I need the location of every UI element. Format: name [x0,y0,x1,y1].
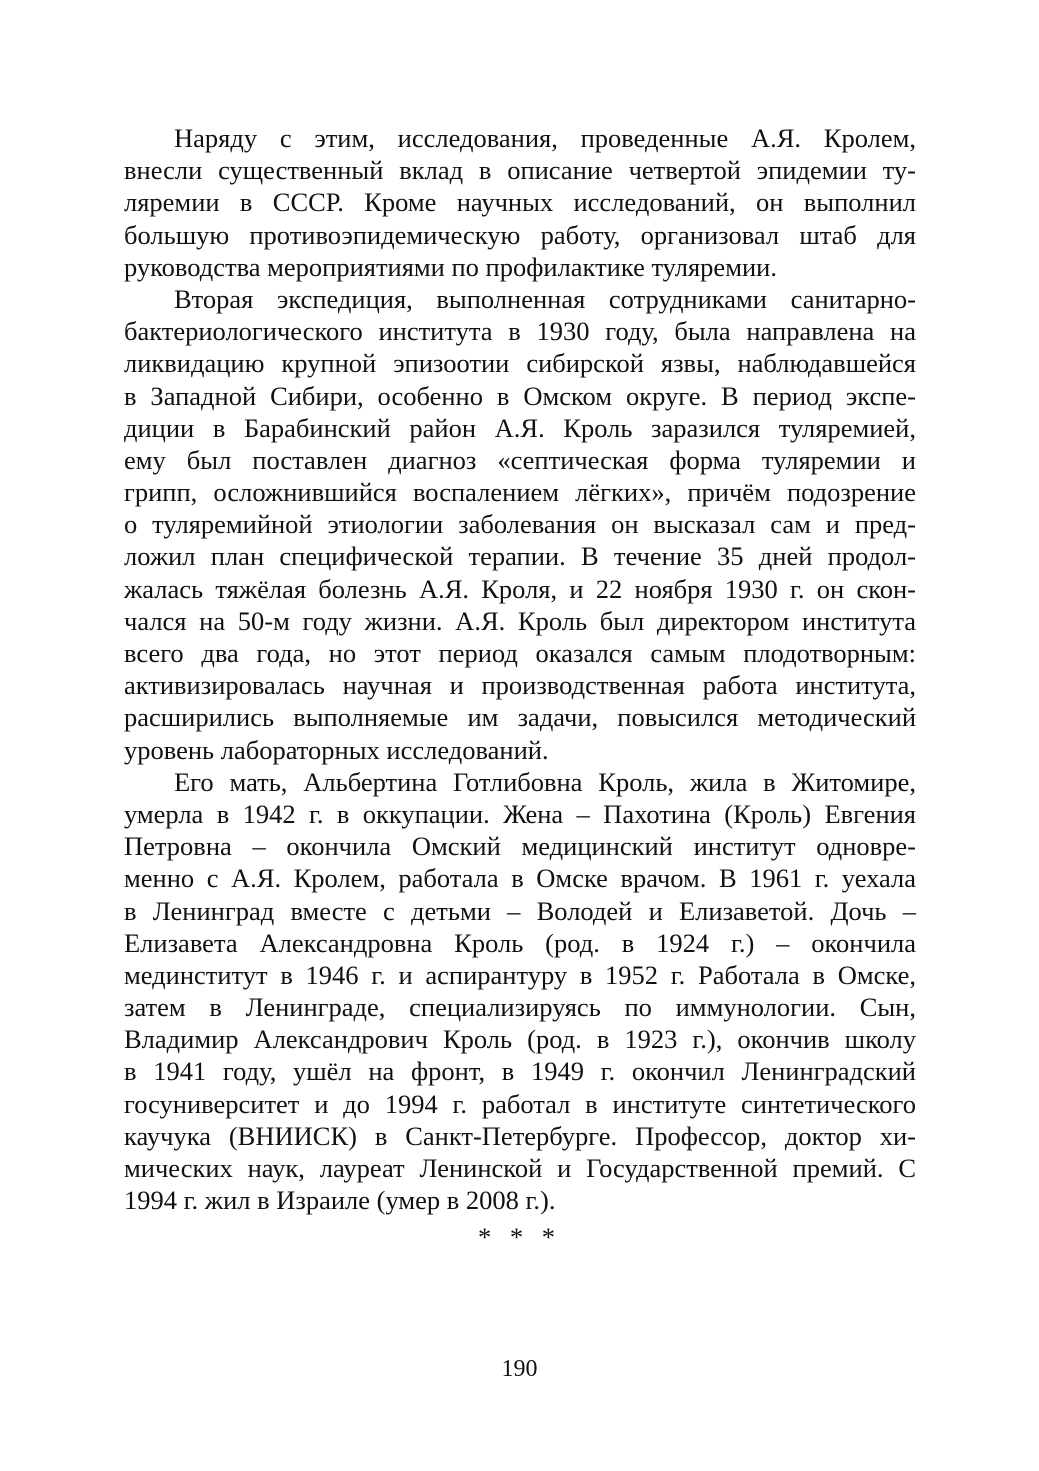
paragraph [124,766,916,1217]
text-line: ляремии в СССР. Кроме научных исследований, он выполнил [124,187,916,218]
text-line: Наряду с этим, исследования, проведенные А.Я. Кролем, [174,123,916,153]
text-line: уровень лабораторных исследований. [124,734,549,765]
text-line: ликвидацию крупной эпизоотии сибирской язвы, наблюдавшейся [124,348,916,379]
text-line: бактериологического института в 1930 году, была направлена на [124,316,916,347]
text-line: в 1941 году, ушёл на фронт, в 1949 г. окончил Ленинградский [124,1056,916,1087]
page-number: 190 [501,1356,538,1382]
text-line: диции в Барабинский район А.Я. Кроль заразился туляремией, [124,412,916,443]
body-text [124,122,916,1216]
text-line: ложил план специфической терапии. В течение 35 дней продол- [124,541,916,572]
text-line: грипп, осложнившийся воспалением лёгких», причём подозрение [124,477,916,508]
text-line: в Ленинград вместе с детьми – Володей и Елизаветой. Дочь – [124,895,916,926]
text-line: всего два года, но этот период оказался самым плодотворным: [124,638,916,668]
text-line: затем в Ленинграде, специализируясь по иммунологии. Сын, [124,992,916,1023]
text-line: чался на 50-м году жизни. А.Я. Кроль был директором института [124,605,916,636]
text-line: о туляремийной этиологии заболевания он высказал сам и пред- [124,509,916,540]
text-line: внесли существенный вклад в описание четвертой эпидемии ту- [124,155,916,186]
text-line: большую противоэпидемическую работу, организовал штаб для [124,219,916,250]
text-line: 1994 г. жил в Израиле (умер в 2008 г.). [124,1185,556,1216]
text-line: Владимир Александрович Кроль (род. в 1923 г.), окончив школу [124,1024,916,1055]
paragraph [124,122,916,283]
text-line: расширились выполняемые им задачи, повысился методический [124,702,916,733]
text-line: менно с А.Я. Кролем, работала в Омске врачом. В 1961 г. уехала [124,863,916,894]
text-line: Его мать, Альбертина Готлибовна Кроль, жила в Житомире, [174,766,916,797]
section-separator: * * * [478,1222,561,1252]
text-line: госуниверситет и до 1994 г. работал в институте синтетического [124,1088,916,1119]
text-line: в Западной Сибири, особенно в Омском округе. В период экспе- [124,380,916,411]
text-line: мединститут в 1946 г. и аспирантуру в 1952 г. Работала в Омске, [124,959,916,990]
text-line: ему был поставлен диагноз «септическая форма туляремии и [124,444,916,475]
text-line: Елизавета Александровна Кроль (род. в 1924 г.) – окончила [124,927,916,958]
text-line: жалась тяжёлая болезнь А.Я. Кроля, и 22 ноября 1930 г. он скон- [124,573,916,604]
text-line: мических наук, лауреат Ленинской и Государственной премий. С [124,1153,916,1183]
text-line: активизировалась научная и производственная работа института, [124,670,916,701]
paragraph [124,283,916,766]
text-line: Петровна – окончила Омский медицинский институт одновре- [124,831,916,862]
text-line: руководства мероприятиями по профилактике туляремии. [124,251,777,282]
text-line: Вторая экспедиция, выполненная сотрудниками санитарно- [174,283,916,314]
text-line: умерла в 1942 г. в оккупации. Жена – Пахотина (Кроль) Евгения [124,798,916,829]
text-line: каучука (ВНИИСК) в Санкт-Петербурге. Профессор, доктор хи- [124,1120,916,1151]
